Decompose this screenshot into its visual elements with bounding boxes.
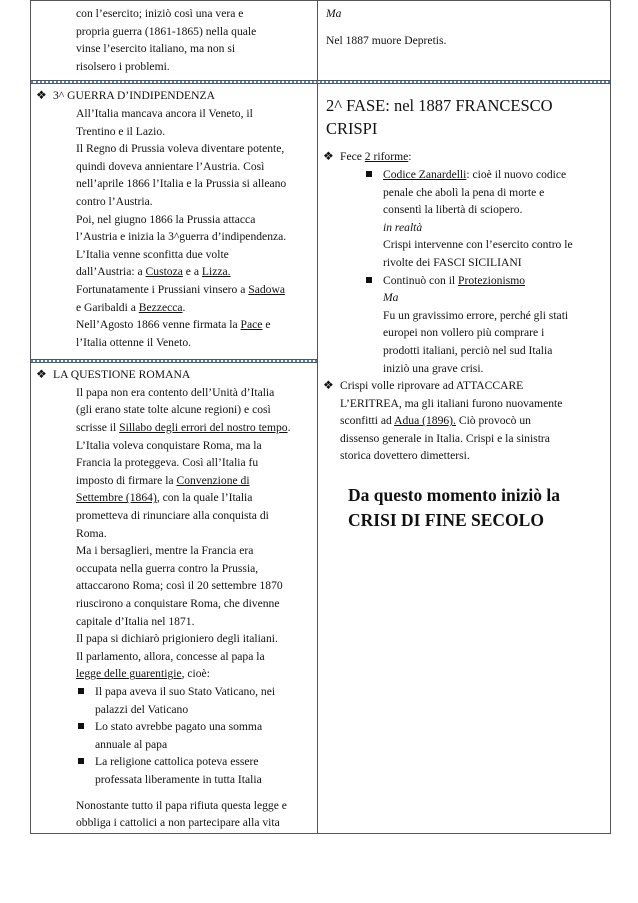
text-line: l’Austria e inizia la 3^guerra d’indipendenza.	[76, 230, 287, 244]
text-line: riuscirono a conquistare Roma, che divenne	[76, 597, 280, 610]
cell-terza-guerra	[31, 84, 318, 360]
text-line: e Garibaldi a Bezzecca.	[76, 300, 186, 314]
square-bullet-icon	[78, 688, 84, 694]
text-line: Nel 1887 muore Depretis.	[326, 33, 447, 47]
crispi-eritrea-paragraph: ❖ Crispi volle riprovare ad ATTACCARE L’ERITREA, ma gli italiani furono nuovamente sconfitti ad Adua (1896). Ciò provocò un dissenso generale in Italia. Crispi e la sinistra storica dovettero dimettersi.	[323, 378, 563, 463]
square-bullet-icon	[78, 723, 84, 729]
square-bullet-icon	[366, 277, 372, 283]
text-line: Il Regno di Prussia voleva diventare potente,	[76, 142, 285, 156]
text-line: obbliga i cattolici a non partecipare alla vita	[76, 816, 280, 830]
crisi-heading: Da questo momento iniziò la CRISI DI FINE SECOLO	[348, 485, 560, 531]
text-line: vinse l’esercito italiano, ma non si	[76, 42, 236, 56]
text-line: Il parlamento, allora, concesse al papa la	[76, 649, 265, 663]
paragraph	[31, 1, 317, 80]
cell-crispi	[318, 84, 611, 833]
paragraph	[31, 384, 317, 683]
riforme-list	[318, 166, 610, 377]
text-line: L’Italia voleva conquistare Roma, ma la	[76, 438, 262, 452]
riforme-heading: ❖ Fece 2 riforme:	[318, 148, 610, 166]
notes-table	[30, 0, 611, 834]
text-line: dall’Austria: a Custoza e a Lizza.	[76, 265, 231, 279]
text-line: propria guerra (1861-1865) nella quale	[76, 24, 257, 38]
text-line: imposto di firmare la Convenzione di	[76, 473, 250, 487]
text-line: Il papa non era contento dell’Unità d’Italia	[76, 385, 275, 399]
text-line: nell’aprile 1866 l’Italia e la Prussia si alleano	[76, 177, 287, 191]
cell-unita-end	[31, 1, 318, 81]
text-line: Settembre (1864), con la quale l’Italia	[76, 491, 253, 505]
list-item: Continuò con il Protezionismo Ma Fu un gravissimo errore, perché gli stati europei non vollero più comprare i prodotti italiani, perciò nel sud Italia iniziò una grave crisi.	[366, 272, 604, 378]
section-title: 2^ FASE: nel 1887 FRANCESCO CRISPI	[326, 96, 553, 139]
square-bullet-icon	[78, 758, 84, 764]
diamond-bullet-icon: ❖	[323, 378, 334, 393]
text-line: attaccarono Roma; così il 20 settembre 1870	[76, 579, 283, 593]
text-line: (gli erano state tolte alcune regioni) e così	[76, 403, 271, 417]
list-item: Lo stato avrebbe pagato una somma annuale al papa	[78, 718, 311, 753]
text-line: Nell’Agosto 1866 venne firmata la Pace e	[76, 318, 271, 332]
text-line: Poi, nel giugno 1866 la Prussia attacca	[76, 212, 256, 226]
list-item: La religione cattolica poteva essere professata liberamente in tutta Italia	[78, 753, 311, 788]
text-line: l’Italia ottenne il Veneto.	[76, 335, 192, 349]
text-line: quindi doveva annientare l’Austria. Così	[76, 159, 265, 173]
paragraph	[318, 1, 610, 49]
text-line: Ma i bersaglieri, mentre la Francia era	[76, 544, 254, 558]
cell-depretis	[318, 1, 611, 81]
cell-questione-romana	[31, 363, 318, 833]
section-heading: ❖ LA QUESTIONE ROMANA	[31, 366, 317, 384]
text-line: L’Italia venne sconfitta due volte	[76, 247, 229, 261]
text-line: contro l’Austria.	[76, 194, 153, 208]
table-row	[31, 84, 611, 360]
text-line: Fortunatamente i Prussiani vinsero a Sadowa	[76, 282, 285, 296]
diamond-bullet-icon: ❖	[323, 149, 334, 164]
list-item: Codice Zanardelli: cioè il nuovo codice penale che abolì la pena di morte e consentì la libertà di sciopero. in realtà Crispi intervenne con l’esercito contro le rivolte dei FASCI SICILIANI	[366, 166, 604, 272]
text-line: legge delle guarentigie, cioè:	[76, 667, 210, 681]
section-heading: ❖ 3^ GUERRA D’INDIPENDENZA	[31, 87, 317, 105]
text-line: Ma	[326, 7, 342, 20]
text-line: All’Italia mancava ancora il Veneto, il	[76, 106, 253, 120]
diamond-bullet-icon: ❖	[36, 367, 47, 382]
guarentigie-list	[31, 683, 317, 789]
paragraph	[31, 797, 317, 833]
text-line: Nonostante tutto il papa rifiuta questa legge e	[76, 798, 287, 812]
text-line: risolsero i problemi.	[76, 59, 170, 73]
diamond-bullet-icon: ❖	[36, 88, 47, 103]
text-line: occupata nella guerra contro la Prussia,	[76, 561, 259, 575]
text-line: Trentino e il Lazio.	[76, 124, 166, 138]
text-line: Francia la proteggeva. Così all’Italia fu	[76, 456, 259, 470]
text-line: Roma.	[76, 526, 107, 540]
text-line: capitale d’Italia nel 1871.	[76, 614, 195, 628]
paragraph	[31, 105, 317, 359]
text-line: prometteva di rinunciare alla conquista di	[76, 509, 269, 523]
square-bullet-icon	[366, 171, 372, 177]
text-line: con l’esercito; iniziò così una vera e	[76, 7, 244, 20]
list-item: Il papa aveva il suo Stato Vaticano, nei palazzi del Vaticano	[78, 683, 311, 718]
text-line: scrisse il Sillabo degli errori del nostro tempo.	[76, 421, 291, 435]
text-line: Il papa si dichiarò prigioniero degli italiani.	[76, 632, 278, 646]
table-row	[31, 1, 611, 81]
